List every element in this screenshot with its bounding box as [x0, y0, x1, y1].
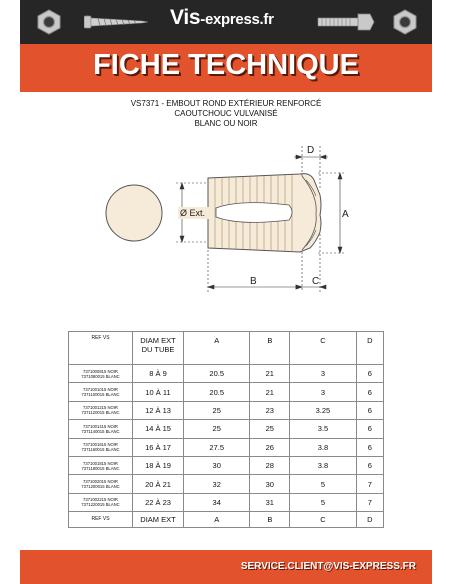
- cell-diam: 18 À 19: [133, 456, 184, 474]
- technical-drawing: [0, 135, 452, 295]
- table-row: [69, 475, 384, 493]
- brand-logo[interactable]: [170, 6, 274, 30]
- cell-c: 3.8: [290, 456, 356, 474]
- cell-c: 5: [290, 493, 356, 511]
- cell-d: 6: [356, 383, 383, 401]
- cell-a: 20.5: [184, 365, 250, 383]
- footer-ref: REF VS: [69, 512, 133, 528]
- header-b: B: [250, 332, 290, 365]
- cell-d: 6: [356, 420, 383, 438]
- cell-b: 23: [250, 401, 290, 419]
- header-c: C: [290, 332, 356, 365]
- cell-b: 28: [250, 456, 290, 474]
- cell-ref: [69, 456, 133, 474]
- cell-b: 31: [250, 493, 290, 511]
- header-a: A: [184, 332, 250, 365]
- cell-ref-white: 7371140015 BLANC: [81, 428, 120, 434]
- table-footer-row: [69, 512, 384, 528]
- cell-diam: 12 À 13: [133, 401, 184, 419]
- table-row: [69, 365, 384, 383]
- specification-table: [68, 331, 384, 528]
- cell-ref: [69, 493, 133, 511]
- header-diam: [133, 332, 184, 365]
- cell-a: 25: [184, 401, 250, 419]
- cell-diam: 20 À 21: [133, 475, 184, 493]
- table-row: [69, 420, 384, 438]
- cell-ref-white: 7371160015 BLANC: [81, 447, 120, 453]
- dim-a-label: A: [342, 209, 349, 220]
- cell-ref-black: 7371002015 NOIR: [83, 479, 118, 485]
- footer-d: D: [356, 512, 383, 528]
- cell-ref-white: 7371120015 BLANC: [81, 410, 120, 416]
- cell-ref-black: 7371001815 NOIR: [83, 460, 118, 466]
- table-row: [69, 493, 384, 511]
- product-description-line1: VS7371 - EMBOUT ROND EXTÉRIEUR RENFORCÉ: [130, 99, 322, 108]
- cell-ref-white: 7371180015 BLANC: [81, 465, 120, 471]
- cell-c: 3.5: [290, 420, 356, 438]
- cell-ref-black: 7371001415 NOIR: [83, 423, 118, 429]
- cell-ref: [69, 475, 133, 493]
- cell-diam: 22 À 23: [133, 493, 184, 511]
- product-description-line2: CAOUTCHOUC VULVANISÉ: [174, 109, 278, 118]
- table-row: [69, 456, 384, 474]
- header-diam-line1: DIAM EXT: [140, 336, 176, 345]
- end-view-circle: [106, 185, 162, 241]
- dim-b-label: B: [250, 276, 257, 287]
- cell-a: 25: [184, 420, 250, 438]
- cell-d: 6: [356, 438, 383, 456]
- footer-a: A: [184, 512, 250, 528]
- hex-nut-icon: [36, 9, 62, 35]
- cell-ref-black: 7371000815 NOIR: [83, 368, 118, 374]
- cell-diam: 10 À 11: [133, 383, 184, 401]
- cell-c: 3: [290, 383, 356, 401]
- brand-header: [20, 0, 432, 44]
- table-row: [69, 438, 384, 456]
- header-d: D: [356, 332, 383, 365]
- cell-diam: 14 À 15: [133, 420, 184, 438]
- table-header-row: [69, 332, 384, 365]
- wood-screw-icon: [84, 12, 150, 32]
- cell-ref-white: 7371220015 BLANC: [81, 502, 120, 508]
- product-description-line3: BLANC OU NOIR: [194, 119, 258, 128]
- header-ref: REF VS: [69, 332, 133, 365]
- brand-name: Vis: [170, 6, 201, 29]
- cell-c: 3.8: [290, 438, 356, 456]
- cell-d: 6: [356, 365, 383, 383]
- hex-nut-icon: [392, 9, 418, 35]
- cell-ref-black: 7371001615 NOIR: [83, 442, 118, 448]
- cell-c: 3.25: [290, 401, 356, 419]
- dim-ext-label: Ø Ext.: [180, 208, 206, 218]
- cell-diam: 8 À 9: [133, 365, 184, 383]
- cell-ref-black: 7371002215 NOIR: [83, 497, 118, 503]
- cell-ref-white: 7371200015 BLANC: [81, 484, 120, 490]
- header-diam-line2: DU TUBE: [141, 345, 175, 354]
- table-row: [69, 401, 384, 419]
- cell-b: 30: [250, 475, 290, 493]
- cell-ref: [69, 438, 133, 456]
- cell-b: 25: [250, 420, 290, 438]
- cell-b: 21: [250, 383, 290, 401]
- cell-ref-black: 7371001015 NOIR: [83, 387, 118, 393]
- cell-a: 34: [184, 493, 250, 511]
- brand-suffix: -express.fr: [200, 11, 274, 28]
- contact-footer: [20, 550, 432, 584]
- cell-d: 7: [356, 475, 383, 493]
- cell-ref: [69, 383, 133, 401]
- cell-d: 6: [356, 456, 383, 474]
- cell-a: 27.5: [184, 438, 250, 456]
- cell-a: 30: [184, 456, 250, 474]
- cell-ref-white: 7371100015 BLANC: [81, 392, 120, 398]
- cell-b: 26: [250, 438, 290, 456]
- contact-email-link[interactable]: SERVICE.CLIENT@VIS-EXPRESS.FR: [240, 561, 416, 572]
- footer-diam: DIAM EXT: [133, 512, 184, 528]
- dim-c-label: C: [312, 276, 320, 287]
- cell-ref: [69, 401, 133, 419]
- footer-c: C: [290, 512, 356, 528]
- cell-d: 7: [356, 493, 383, 511]
- cell-c: 5: [290, 475, 356, 493]
- cell-b: 21: [250, 365, 290, 383]
- table-row: [69, 383, 384, 401]
- title-banner: [20, 44, 432, 92]
- cell-ref: [69, 365, 133, 383]
- cell-ref-white: 7371080015 BLANC: [81, 373, 120, 379]
- cell-c: 3: [290, 365, 356, 383]
- cell-ref-black: 7371001215 NOIR: [83, 405, 118, 411]
- footer-b: B: [250, 512, 290, 528]
- banner-title: FICHE TECHNIQUE: [93, 49, 359, 81]
- cap-inner-slot: [216, 203, 292, 223]
- cell-d: 6: [356, 401, 383, 419]
- cell-a: 20.5: [184, 383, 250, 401]
- dim-d-label: D: [307, 145, 315, 156]
- hex-bolt-icon: [316, 10, 376, 34]
- cell-diam: 16 À 17: [133, 438, 184, 456]
- cell-ref: [69, 420, 133, 438]
- cell-a: 32: [184, 475, 250, 493]
